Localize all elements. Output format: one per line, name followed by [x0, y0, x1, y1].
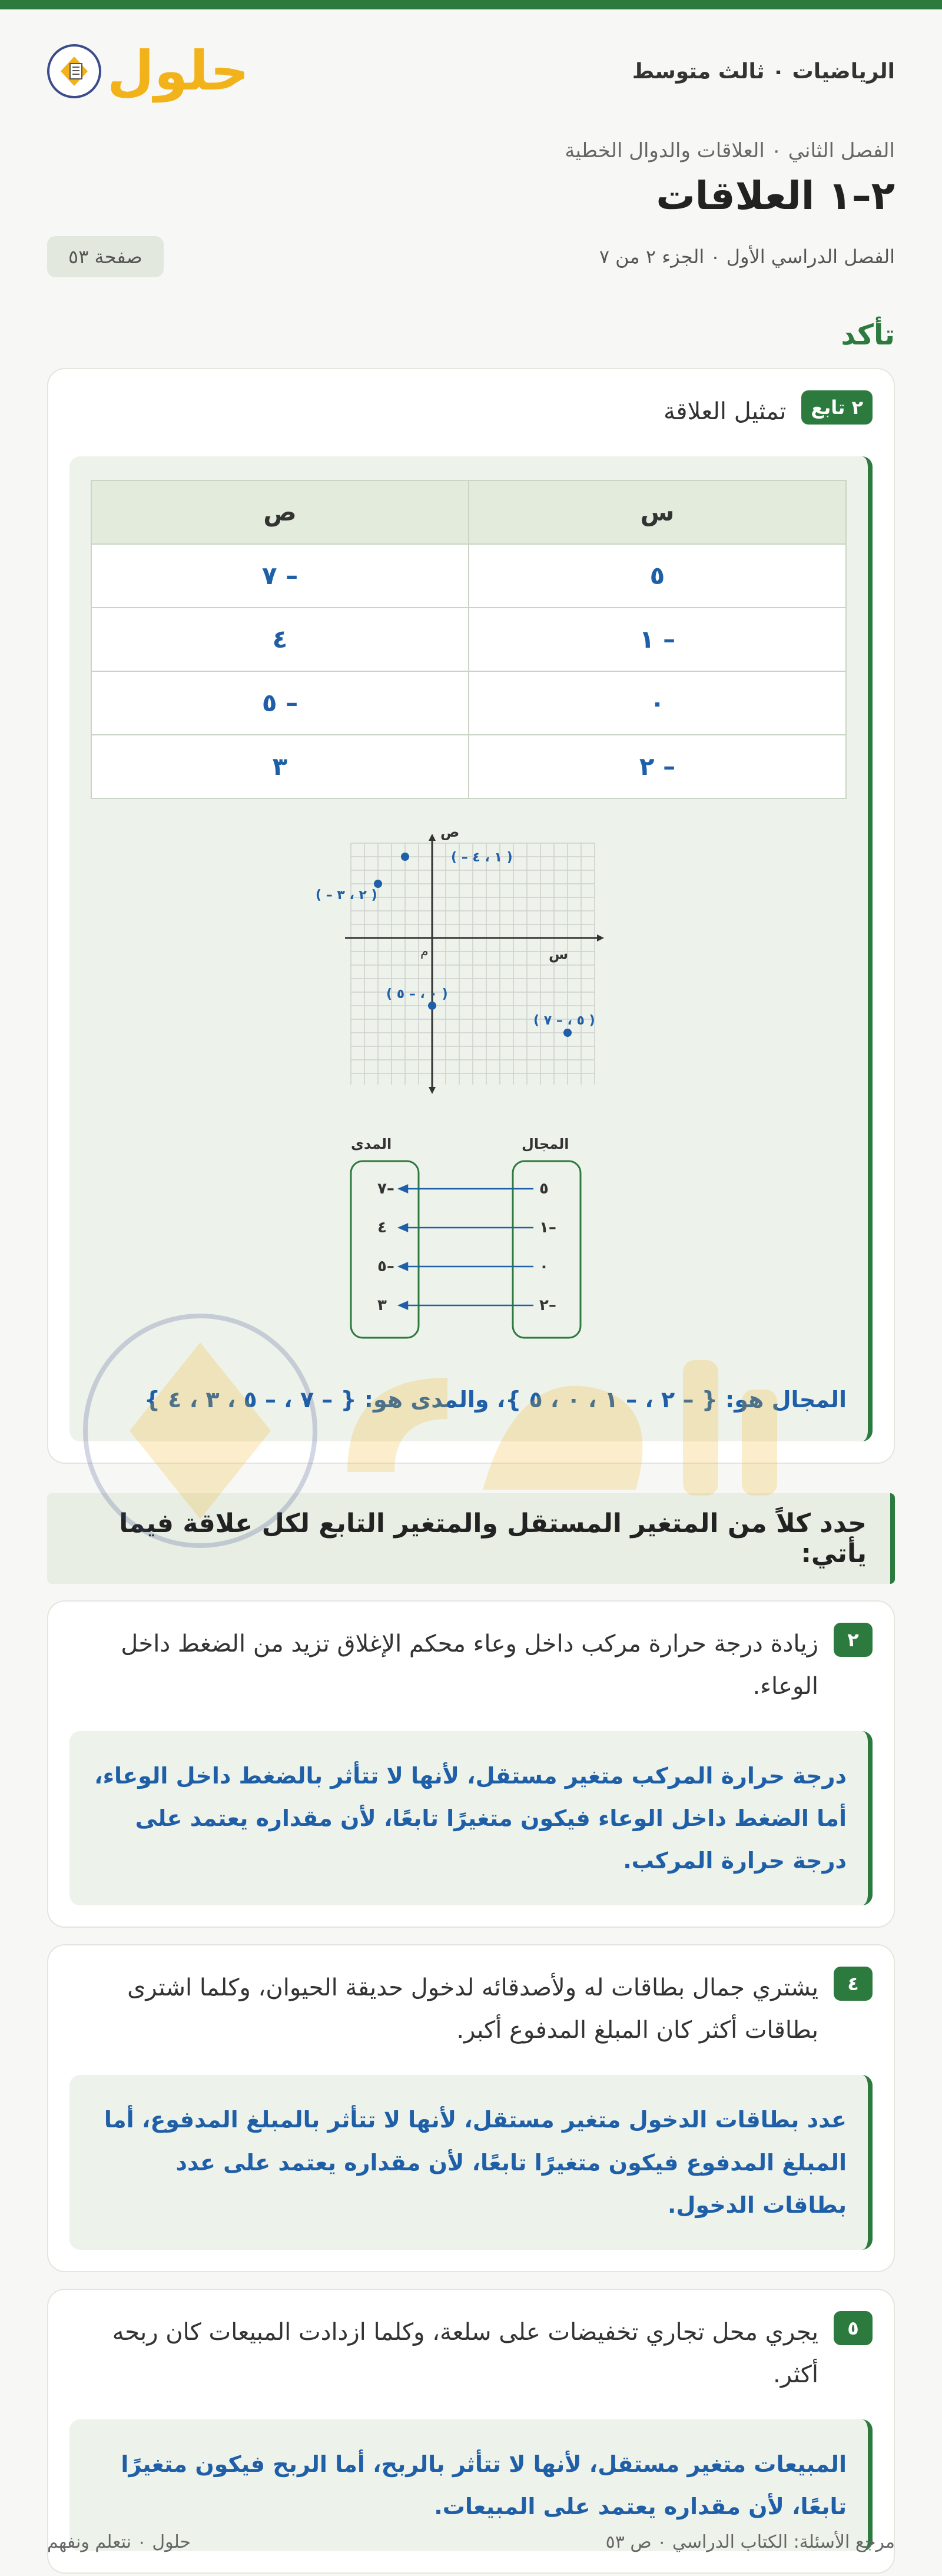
- mapping-diagram: [333, 1135, 604, 1352]
- coordinate-graph-figure: [91, 828, 847, 1111]
- instruction-banner: حدد كلاً من المتغير المستقل والمتغير التابع لكل علاقة فيما يأتي:: [47, 1493, 895, 1584]
- table-row: [91, 544, 846, 608]
- meta-row: [47, 236, 895, 277]
- domain-value: ٥: [539, 1180, 549, 1198]
- top-accent-bar: [0, 0, 942, 9]
- y-axis-label: ص: [440, 828, 460, 840]
- semester-meta: الفصل الدراسي الأول ٠ الجزء ٢ من ٧: [599, 246, 895, 268]
- logo-wordmark: حلول: [107, 39, 250, 102]
- table-cell: – ١: [469, 608, 846, 671]
- range-title: المدى: [351, 1136, 392, 1152]
- x-axis-label: س: [549, 946, 569, 963]
- question-header: [69, 2311, 873, 2396]
- coordinate-graph: [316, 828, 622, 1111]
- question-card: [47, 1600, 895, 1928]
- mapping-diagram-figure: [91, 1135, 847, 1352]
- table-cell: – ٧: [91, 544, 469, 608]
- domain-title: المجال: [522, 1136, 569, 1152]
- graph-point: [401, 853, 409, 861]
- question-card: [47, 1944, 895, 2272]
- domain-range-statement: المجال هو: { – ٢ ، – ١ ، ٠ ، ٥ }، والمدى هو: { – ٧ ، – ٥ ، ٣ ، ٤ }: [144, 1387, 847, 1413]
- domain-value: ١–: [539, 1219, 556, 1236]
- point-label: ( – ١ ، ٤ ): [451, 850, 513, 865]
- table-cell: ٠: [469, 671, 846, 735]
- footer-brand: حلول ٠ نتعلم ونفهم: [47, 2532, 191, 2552]
- range-value: ٤: [377, 1219, 387, 1236]
- question-text: زيادة درجة حرارة مركب داخل وعاء محكم الإغلاق تزيد من الضغط داخل الوعاء.: [121, 1630, 818, 1700]
- header: [47, 9, 895, 133]
- table-cell: – ٥: [91, 671, 469, 735]
- table-row: [91, 608, 846, 671]
- section-heading: تأكد: [841, 319, 895, 352]
- question-header: [69, 1967, 873, 2051]
- question-text: يجري محل تجاري تخفيضات على سلعة، وكلما ازدادت المبيعات كان ربحه أكثر.: [112, 2318, 818, 2388]
- page-badge: صفحة ٥٣: [47, 236, 164, 277]
- question-number-badge: ٥: [834, 2311, 873, 2345]
- range-value: ٥–: [377, 1258, 394, 1275]
- lesson-title: ٢–١ العلاقات: [656, 173, 895, 218]
- table-cell: – ٢: [469, 735, 846, 798]
- answer-panel: المبيعات متغير مستقل، لأنها لا تتأثر بالربح، أما الربح فيكون متغيرًا تابعًا، لأن مقداره يعتمد على المبيعات.: [69, 2419, 873, 2551]
- answer-panel: عدد بطاقات الدخول متغير مستقل، لأنها لا تتأثر بالمبلغ المدفوع، أما المبلغ المدفوع فيكون متغيرًا تابعًا، لأن مقداره يعتمد على عدد بطاقات الدخول.: [69, 2075, 873, 2250]
- table-cell: ٤: [91, 608, 469, 671]
- subject-title: الرياضيات ٠ ثالث متوسط: [632, 59, 895, 84]
- range-value: ٣: [377, 1297, 387, 1314]
- graph-point: [563, 1029, 572, 1037]
- table-header-y: ص: [91, 480, 469, 544]
- logo-emblem-icon: [47, 44, 101, 98]
- table-cell: ٥: [469, 544, 846, 608]
- question-number-badge: ٢ تابع: [801, 390, 873, 425]
- table-row: [91, 735, 846, 798]
- point-label: ( ٠ ، – ٥ ): [386, 987, 448, 1002]
- question-number-badge: ٤: [834, 1967, 873, 2001]
- table-header-x: س: [469, 480, 846, 544]
- question-header: [69, 390, 873, 433]
- domain-value: ٠: [539, 1258, 549, 1275]
- point-label: ( – ٢ ، ٣ ): [316, 888, 377, 903]
- footer-reference: مرجع الأسئلة: الكتاب الدراسي ٠ ص ٥٣: [605, 2532, 895, 2552]
- graph-point: [374, 880, 382, 888]
- origin-label: م: [420, 944, 429, 959]
- table-row: [91, 671, 846, 735]
- footer: [47, 2532, 895, 2552]
- table-cell: ٣: [91, 735, 469, 798]
- chapter-label: الفصل الثاني ٠ العلاقات والدوال الخطية: [565, 139, 895, 163]
- question-text: تمثيل العلاقة: [663, 398, 787, 425]
- answer-panel: درجة حرارة المركب متغير مستقل، لأنها لا تتأثر بالضغط داخل الوعاء، أما الضغط داخل الوعاء فيكون متغيرًا تابعًا، لأن مقداره يعتمد على درجة حرارة المركب.: [69, 1731, 873, 1906]
- question-number-badge: ٢: [834, 1623, 873, 1657]
- question-header: [69, 1623, 873, 1708]
- relation-table: [91, 480, 847, 799]
- graph-point: [428, 1002, 436, 1010]
- question-text: يشتري جمال بطاقات له ولأصدقائه لدخول حديقة الحيوان، وكلما اشترى بطاقات أكثر كان المبلغ المدفوع أكبر.: [127, 1974, 818, 2044]
- domain-value: ٢–: [539, 1297, 556, 1314]
- point-label: ( ٥ ، – ٧ ): [533, 1013, 595, 1028]
- range-value: ٧–: [377, 1180, 394, 1198]
- question-card: [47, 2289, 895, 2574]
- logo[interactable]: [47, 39, 250, 102]
- answer-panel: [69, 456, 873, 1441]
- page: [0, 9, 942, 2574]
- question-card-2-continued: [47, 368, 895, 1464]
